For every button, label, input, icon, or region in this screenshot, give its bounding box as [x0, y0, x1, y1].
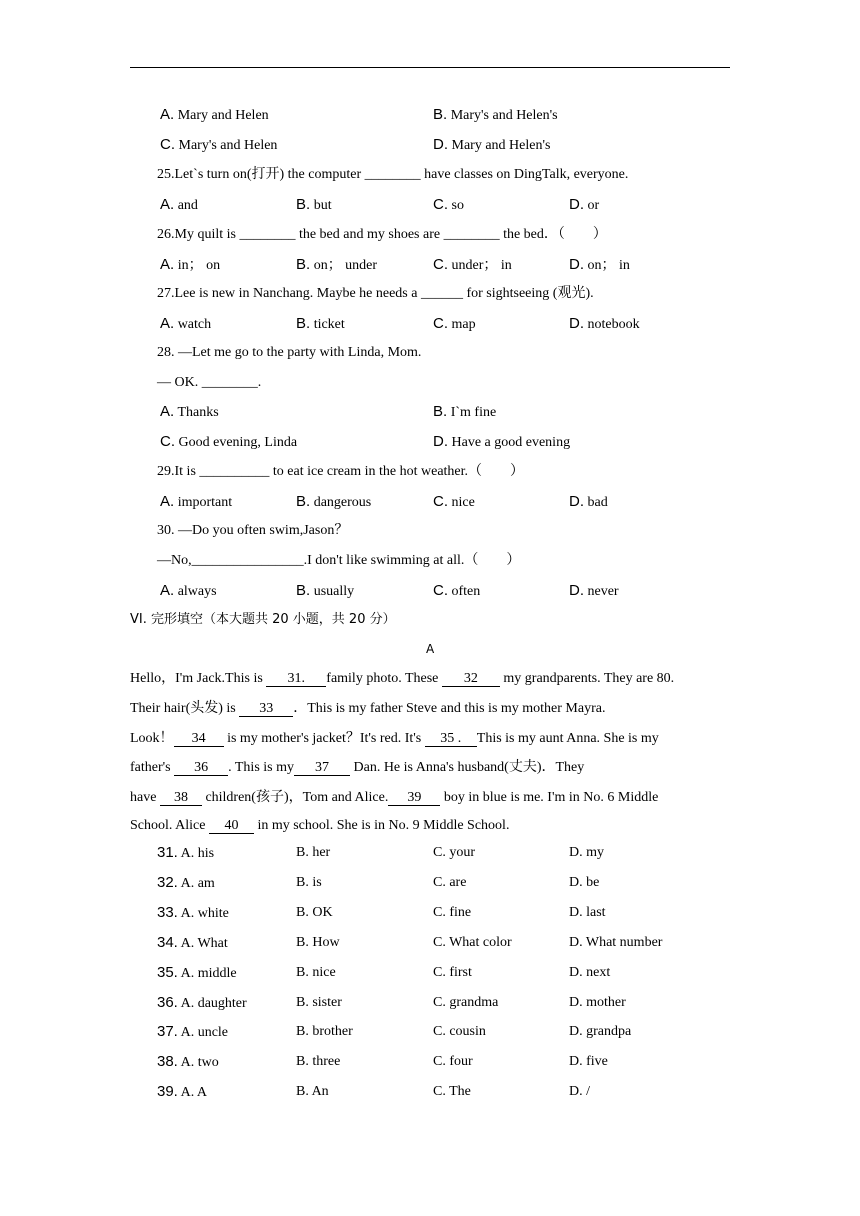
blank-32[interactable]: 32 [442, 672, 500, 687]
cloze-number: 31. [157, 844, 178, 861]
q24-option-c[interactable]: C. Mary's and Helen [160, 136, 278, 153]
q28-option-a[interactable]: A. Thanks [160, 403, 219, 420]
cloze-1-option-b[interactable]: B. is [296, 874, 322, 890]
cloze-5-option-c[interactable]: C. grandma [433, 994, 499, 1010]
q24-option-d[interactable]: D. Mary and Helen's [433, 136, 551, 153]
cloze-number: 33. [157, 903, 178, 921]
q29-option-a[interactable]: A. important [160, 493, 233, 510]
header-rule [130, 67, 730, 68]
cloze-6-option-d[interactable]: D. grandpa [569, 1024, 632, 1040]
cloze-option-text: A. two [180, 1055, 219, 1071]
cloze-2-option-b[interactable]: B. OK [296, 904, 333, 920]
blank-38[interactable]: 38 [160, 791, 202, 806]
cloze-8-option-c[interactable]: C. The [433, 1084, 471, 1100]
cloze-1-option-c[interactable]: C. are [433, 874, 467, 890]
passage-label: A [426, 642, 435, 656]
q26-option-b[interactable]: B. on； under [296, 256, 378, 273]
cloze-1-option-d[interactable]: D. be [569, 874, 600, 890]
q26-option-c[interactable]: C. under； in [433, 256, 512, 273]
cloze-option-text: A. A [180, 1085, 208, 1101]
q28-option-c[interactable]: C. Good evening, Linda [160, 433, 298, 450]
blank-33[interactable]: 33 [239, 702, 293, 717]
cloze-option-text: A. middle [180, 965, 237, 981]
q28-option-d[interactable]: D. Have a good evening [433, 433, 571, 450]
cloze-8-option-d[interactable]: D. / [569, 1084, 590, 1100]
cloze-number: 35. [157, 963, 178, 981]
blank-37[interactable]: 37 [294, 761, 350, 776]
cloze-3-option-b[interactable]: B. How [296, 934, 340, 950]
q27-option-b[interactable]: B. ticket [296, 315, 345, 332]
blank-36[interactable]: 36 [174, 761, 228, 776]
q26-option-a[interactable]: A. in； on [160, 256, 221, 273]
passage-line-5: have 38 children(孩子)，Tom and Alice. 39 boy in blue is me. I'm in No. 6 Middle [130, 790, 659, 805]
cloze-0-option-b[interactable]: B. her [296, 845, 331, 860]
cloze-0-option-d[interactable]: D. my [569, 845, 604, 860]
cloze-number: 39. [157, 1083, 178, 1101]
q30-option-b[interactable]: B. usually [296, 582, 355, 599]
q30-option-c[interactable]: C. often [433, 582, 481, 599]
cloze-3-option-a[interactable] [157, 934, 228, 953]
q28-stem-reply: — OK. ________. [157, 375, 262, 390]
cloze-2-option-a[interactable] [157, 904, 229, 923]
cloze-5-option-a[interactable] [157, 994, 247, 1013]
q24-option-a[interactable]: A. Mary and Helen [160, 106, 269, 123]
cloze-7-option-b[interactable]: B. three [296, 1054, 341, 1070]
cloze-5-option-d[interactable]: D. mother [569, 994, 626, 1010]
cloze-number: 34. [157, 933, 178, 951]
q25-option-d[interactable]: D. or [569, 196, 600, 213]
blank-31[interactable]: 31. [266, 672, 326, 687]
q25-option-b[interactable]: B. but [296, 196, 332, 213]
cloze-option-text: A. am [180, 875, 215, 891]
q25-stem: 25.Let`s turn on(打开) the computer ________ have classes on DingTalk, everyone. [157, 167, 629, 182]
q24-option-b[interactable]: B. Mary's and Helen's [433, 106, 558, 123]
q29-option-b[interactable]: B. dangerous [296, 493, 372, 510]
cloze-4-option-a[interactable] [157, 964, 237, 983]
cloze-7-option-a[interactable] [157, 1053, 219, 1072]
blank-40[interactable]: 40 [209, 819, 254, 834]
q28-option-b[interactable]: B. I`m fine [433, 403, 497, 420]
cloze-1-option-a[interactable] [157, 874, 215, 893]
cloze-7-option-d[interactable]: D. five [569, 1054, 608, 1070]
q27-option-a[interactable]: A. watch [160, 315, 212, 332]
blank-34[interactable]: 34 [174, 732, 224, 747]
q25-option-a[interactable]: A. and [160, 196, 198, 213]
q30-option-d[interactable]: D. never [569, 582, 619, 599]
cloze-4-option-b[interactable]: B. nice [296, 964, 336, 980]
q26-option-d[interactable]: D. on； in [569, 256, 630, 273]
q27-stem: 27.Lee is new in Nanchang. Maybe he needs a ______ for sightseeing (观光). [157, 286, 594, 301]
cloze-0-option-a[interactable] [157, 844, 214, 863]
cloze-option-text: A. white [180, 905, 229, 921]
cloze-2-option-c[interactable]: C. fine [433, 904, 472, 920]
q29-option-c[interactable]: C. nice [433, 493, 475, 510]
passage-line-2: Their hair(头发) is 33 ．This is my father Steve and this is my mother Mayra. [130, 701, 606, 716]
q30-stem: 30. —Do you often swim,Jason？ [157, 523, 349, 538]
passage-line-6: School. Alice 40 in my school. She is in No. 9 Middle School. [130, 818, 510, 833]
cloze-4-option-c[interactable]: C. first [433, 964, 472, 980]
passage-line-4: father's 36 . This is my 37 Dan. He is Anna's husband(丈夫)．They [130, 760, 585, 775]
cloze-number: 32. [157, 873, 178, 891]
q27-option-c[interactable]: C. map [433, 315, 476, 332]
q29-stem: 29.It is __________ to eat ice cream in the hot weather.（ ） [157, 464, 525, 479]
cloze-6-option-b[interactable]: B. brother [296, 1024, 353, 1040]
q25-option-c[interactable]: C. so [433, 196, 464, 213]
cloze-option-text: A. daughter [180, 995, 247, 1011]
cloze-6-option-c[interactable]: C. cousin [433, 1024, 486, 1040]
cloze-2-option-d[interactable]: D. last [569, 904, 606, 920]
cloze-option-text: A. his [180, 846, 215, 861]
blank-39[interactable]: 39 [388, 791, 440, 806]
cloze-number: 37. [157, 1023, 178, 1041]
q26-stem: 26.My quilt is ________ the bed and my shoes are ________ the bed．（ ） [157, 227, 607, 242]
cloze-3-option-c[interactable]: C. What color [433, 934, 512, 950]
cloze-6-option-a[interactable] [157, 1023, 228, 1042]
q27-option-d[interactable]: D. notebook [569, 315, 640, 332]
q30-stem-reply: —No,________________.I don't like swimming at all.（ ） [157, 553, 521, 568]
cloze-0-option-c[interactable]: C. your [433, 845, 475, 860]
cloze-4-option-d[interactable]: D. next [569, 964, 611, 980]
cloze-8-option-b[interactable]: B. An [296, 1084, 329, 1100]
section-heading: VI. 完形填空（本大题共 20 小题，共 20 分） [130, 612, 396, 627]
q28-stem: 28. —Let me go to the party with Linda, Mom. [157, 345, 422, 360]
q30-option-a[interactable]: A. always [160, 582, 217, 599]
cloze-8-option-a[interactable] [157, 1083, 207, 1102]
blank-35[interactable]: 35 . [425, 732, 477, 747]
cloze-option-text: A. uncle [180, 1025, 229, 1041]
cloze-3-option-d[interactable]: D. What number [569, 934, 663, 950]
q29-option-d[interactable]: D. bad [569, 493, 608, 510]
cloze-option-text: A. What [180, 935, 228, 951]
cloze-7-option-c[interactable]: C. four [433, 1054, 473, 1070]
cloze-5-option-b[interactable]: B. sister [296, 994, 342, 1010]
cloze-number: 38. [157, 1053, 178, 1071]
passage-line-3: Look！ 34 is my mother's jacket？It's red. It's 35 . This is my aunt Anna. She is my [130, 731, 659, 746]
passage-line-1: Hello，I'm Jack.This is 31. family photo. These 32 my grandparents. They are 80. [130, 671, 675, 686]
cloze-number: 36. [157, 993, 178, 1011]
